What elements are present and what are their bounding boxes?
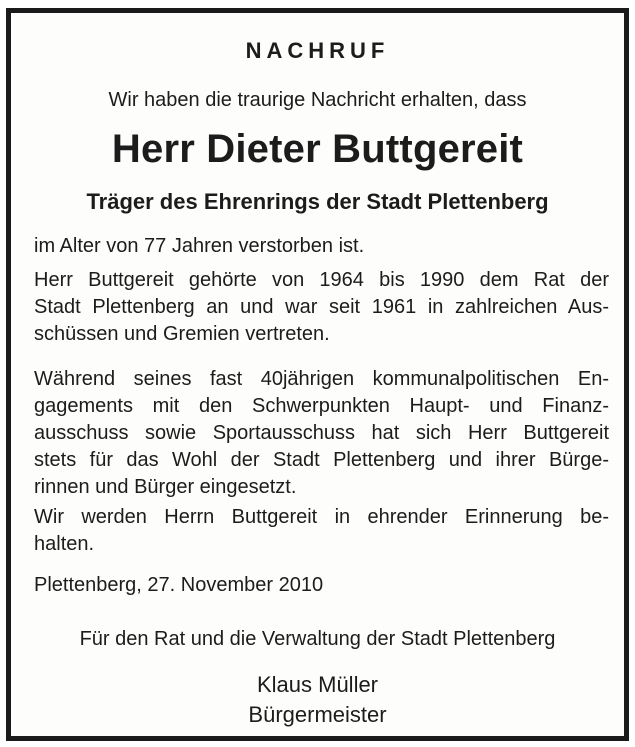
text-line: rinnen und Bürger eingesetzt. bbox=[34, 476, 297, 498]
signer-title: Bürgermeister bbox=[248, 702, 387, 727]
place-date: Plettenberg, 27. November 2010 bbox=[34, 574, 324, 596]
obituary-notice bbox=[6, 8, 629, 741]
text-line: schüssen und Gremien vertreten. bbox=[34, 323, 330, 345]
paragraph-engagement bbox=[34, 366, 609, 501]
deceased-name: Herr Dieter Buttgereit bbox=[111, 127, 524, 171]
text-line: gagements mit den Schwerpunkten Haupt- und Finanz- bbox=[34, 395, 609, 417]
text-line: halten. bbox=[34, 533, 95, 555]
text-line: stets für das Wohl der Stadt Plettenberg und ihrer Bürge- bbox=[34, 449, 609, 471]
text-line: Herr Buttgereit gehörte von 1964 bis 1990 dem Rat der bbox=[34, 269, 609, 291]
signer-name: Klaus Müller bbox=[256, 672, 379, 697]
notice-heading: NACHRUF bbox=[245, 38, 390, 63]
age-line bbox=[34, 233, 609, 260]
council-line: Für den Rat und die Verwaltung der Stadt Plettenberg bbox=[79, 628, 556, 650]
text-line: Stadt Plettenberg an und war seit 1961 in zahlreichen Aus- bbox=[34, 296, 609, 318]
honor-title: Träger des Ehrenrings der Stadt Plettenberg bbox=[86, 189, 549, 214]
paragraph-remembrance bbox=[34, 504, 609, 558]
text-line: Wir werden Herrn Buttgereit in ehrender Erinnerung be- bbox=[34, 506, 609, 528]
paragraph-council-membership bbox=[34, 267, 609, 348]
intro-line: Wir haben die traurige Nachricht erhalten, dass bbox=[108, 89, 527, 111]
text-line: ausschuss sowie Sportausschuss hat sich Herr Buttgereit bbox=[34, 422, 609, 444]
text-line: Während seines fast 40jährigen kommunalpolitischen En- bbox=[34, 368, 609, 390]
text-line: im Alter von 77 Jahren verstorben ist. bbox=[34, 235, 365, 257]
